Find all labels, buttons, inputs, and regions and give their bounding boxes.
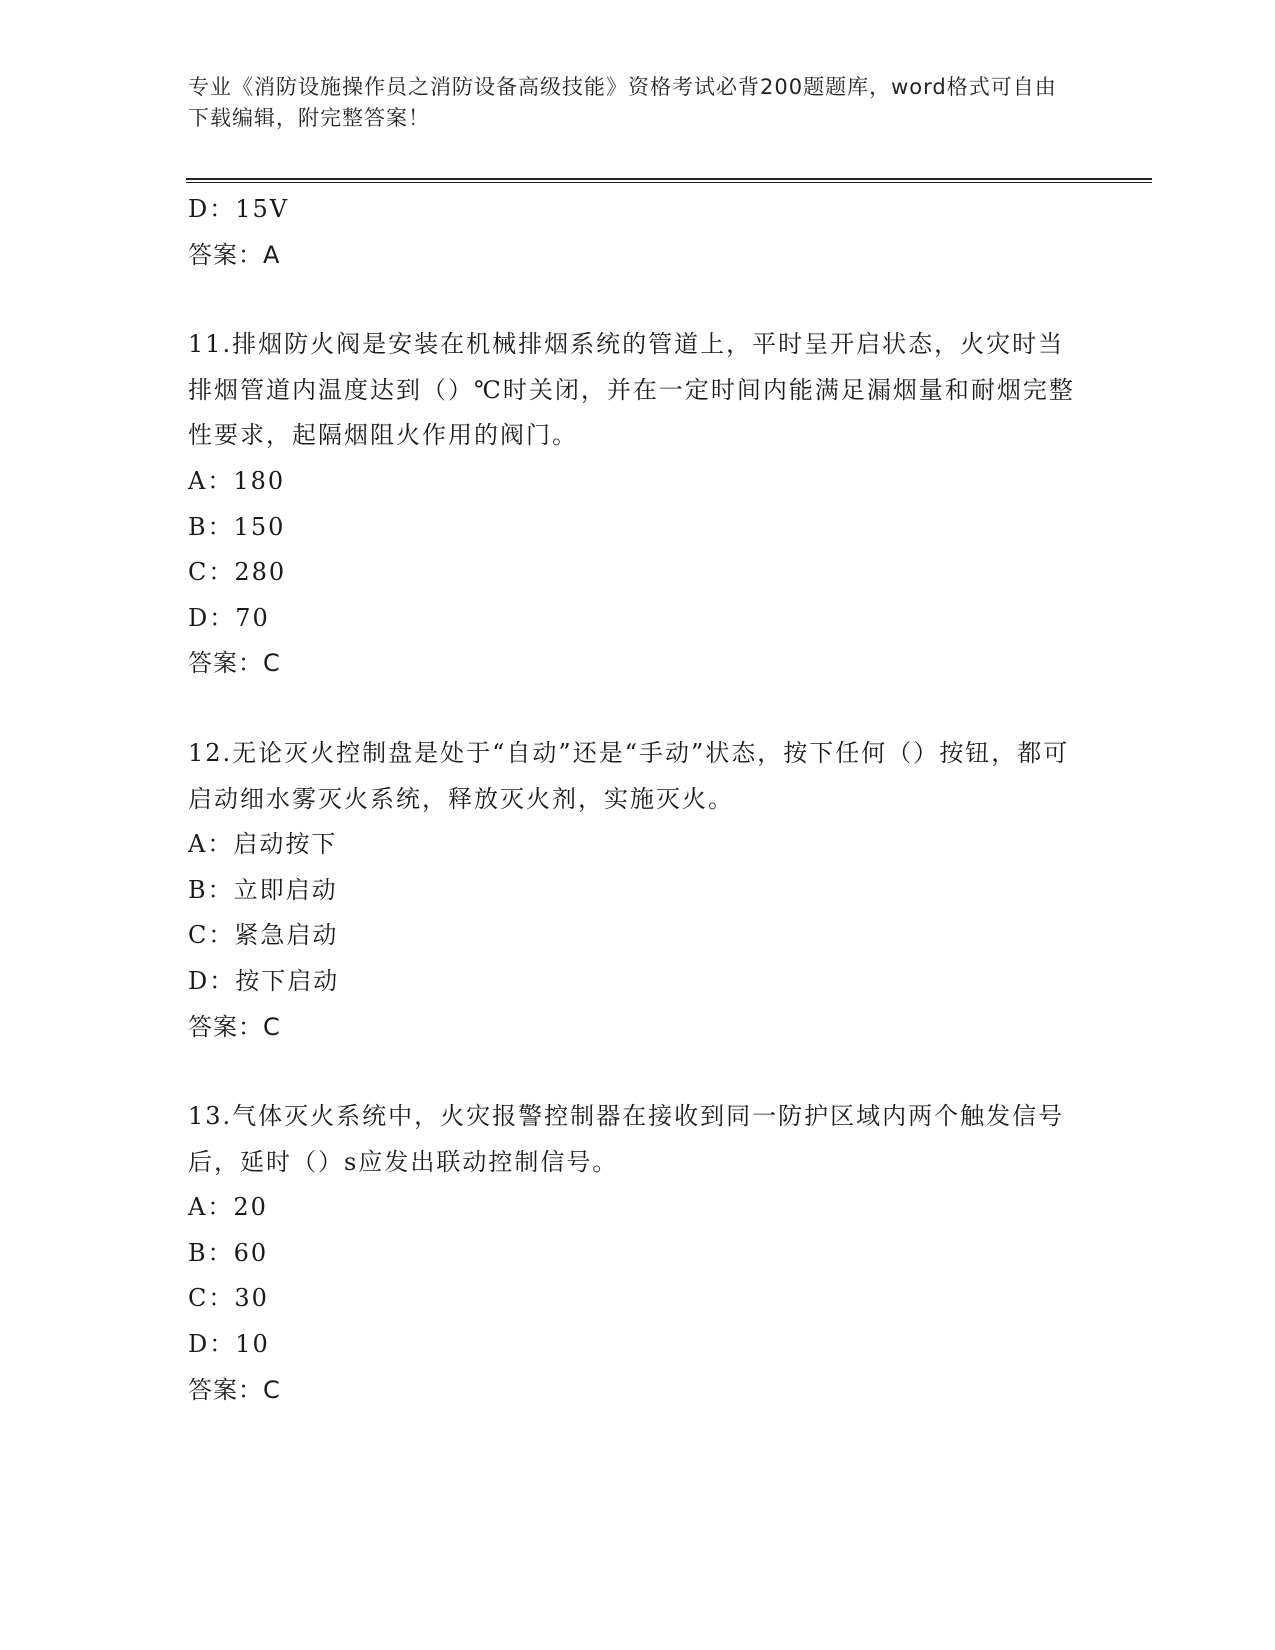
prev-question-answer: 答案：A (188, 240, 281, 269)
option-a: A：20 (188, 1193, 268, 1222)
answer: 答案：C (188, 1012, 281, 1041)
question-12 (188, 731, 1088, 1050)
option-c: C：280 (188, 558, 287, 587)
option-d: D：按下启动 (188, 966, 340, 995)
option-d: D：10 (188, 1330, 270, 1359)
option-c: C：紧急启动 (188, 921, 339, 950)
header-divider (186, 178, 1152, 183)
question-text: 13.气体灭火系统中，火灾报警控制器在接收到同一防护区域内两个触发信号后，延时（）s应发出联动控制信号。 (188, 1102, 1065, 1176)
option-b: B：60 (188, 1238, 269, 1267)
answer: 答案：C (188, 1375, 281, 1404)
answer: 答案：C (188, 649, 281, 678)
question-13 (188, 1094, 1088, 1413)
option-c: C：30 (188, 1284, 269, 1313)
option-a: A：180 (188, 466, 286, 495)
document-body (188, 187, 1088, 1413)
option-b: B：150 (188, 512, 286, 541)
question-text: 11.排烟防火阀是安装在机械排烟系统的管道上，平时呈开启状态，火灾时当排烟管道内温度达到（）℃时关闭，并在一定时间内能满足漏烟量和耐烟完整性要求，起隔烟阻火作用的阀门。 (188, 330, 1075, 450)
prev-question-option-d: D：15V (188, 195, 290, 223)
option-a: A：启动按下 (188, 830, 338, 859)
option-b: B：立即启动 (188, 875, 338, 904)
question-11 (188, 322, 1088, 687)
document-header: 专业《消防设施操作员之消防设备高级技能》资格考试必背200题题库，word格式可自由下载编辑，附完整答案！ (188, 75, 1057, 130)
question-text: 12.无论灭火控制盘是处于“自动”还是“手动”状态，按下任何（）按钮，都可启动细水雾灭火系统，释放灭火剂，实施灭火。 (188, 738, 1070, 813)
option-d: D：70 (188, 603, 270, 632)
